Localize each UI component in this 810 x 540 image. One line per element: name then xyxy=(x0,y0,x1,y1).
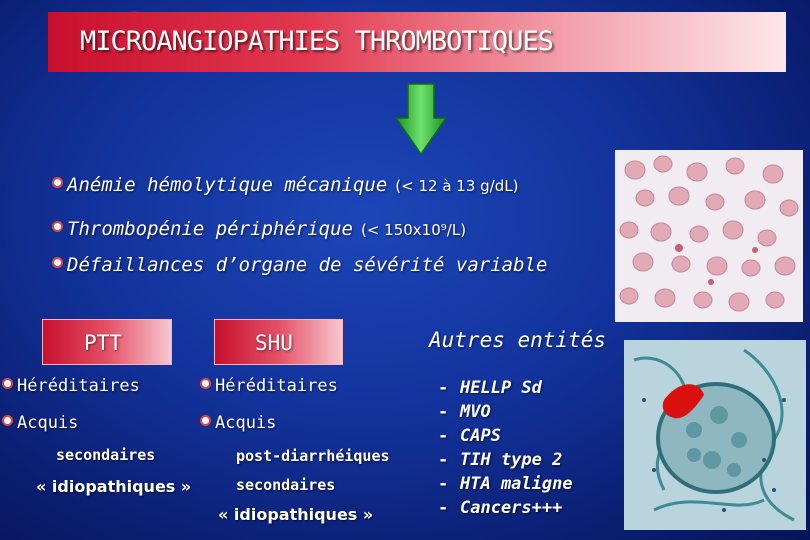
bullet-icon xyxy=(2,415,13,426)
other-entities-header: Autres entités xyxy=(429,328,607,352)
shu-item-text: Acquis xyxy=(215,413,277,433)
bullet-icon xyxy=(200,378,211,389)
bullet-icon xyxy=(200,415,211,426)
shu-subitem-postdiarrheal: post-diarrhéiques xyxy=(236,447,390,465)
title-banner xyxy=(48,12,786,72)
list-item: - HTA maligne xyxy=(438,474,573,494)
criterion-anemia xyxy=(52,174,518,196)
bullet-icon xyxy=(52,177,63,188)
other-entities-list xyxy=(438,376,573,520)
shu-item-acquired xyxy=(200,413,276,433)
list-item: - CAPS xyxy=(438,426,501,446)
histology-drawing xyxy=(624,340,806,530)
shu-item-hereditary xyxy=(200,376,338,396)
ptt-item-acquired xyxy=(2,413,78,433)
shu-item-text: Héréditaires xyxy=(215,376,338,396)
ptt-item-text: Héréditaires xyxy=(17,376,140,396)
list-item: - HELLP Sd xyxy=(438,378,542,398)
ptt-item-hereditary xyxy=(2,376,140,396)
criterion-text: Anémie hémolytique mécanique xyxy=(67,174,388,196)
bullet-icon xyxy=(52,221,63,232)
list-item: - Cancers+++ xyxy=(438,498,563,518)
list-item: - MVO xyxy=(438,402,491,422)
kidney-histology-image xyxy=(624,340,806,530)
criterion-thrombopenia xyxy=(52,218,466,240)
ptt-subitem-secondary: secondaires xyxy=(56,446,156,464)
ptt-item-text: Acquis xyxy=(17,413,79,433)
shu-subitem-idiopathic: « idiopathiques » xyxy=(218,505,374,524)
list-item: - TIH type 2 xyxy=(438,450,563,470)
bullet-icon xyxy=(2,378,13,389)
blood-smear-drawing xyxy=(615,150,803,322)
ptt-subitem-idiopathic: « idiopathiques » xyxy=(36,477,192,496)
shu-header: SHU xyxy=(255,331,293,355)
slide-title: MICROANGIOPATHIES THROMBOTIQUES xyxy=(80,26,553,57)
criterion-note: (< 12 à 13 g/dL) xyxy=(395,177,519,195)
shu-subitem-secondary: secondaires xyxy=(236,476,336,494)
criterion-text: Thrombopénie périphérique xyxy=(67,218,353,240)
criterion-organ-failure xyxy=(52,254,547,276)
criterion-note: (< 150x10⁹/L) xyxy=(360,221,467,239)
blood-smear-image xyxy=(615,150,803,322)
criterion-text: Défaillances d’organe de sévérité variable xyxy=(67,254,548,276)
ptt-header: PTT xyxy=(84,331,122,355)
bullet-icon xyxy=(52,257,63,268)
down-arrow-icon xyxy=(394,82,448,156)
